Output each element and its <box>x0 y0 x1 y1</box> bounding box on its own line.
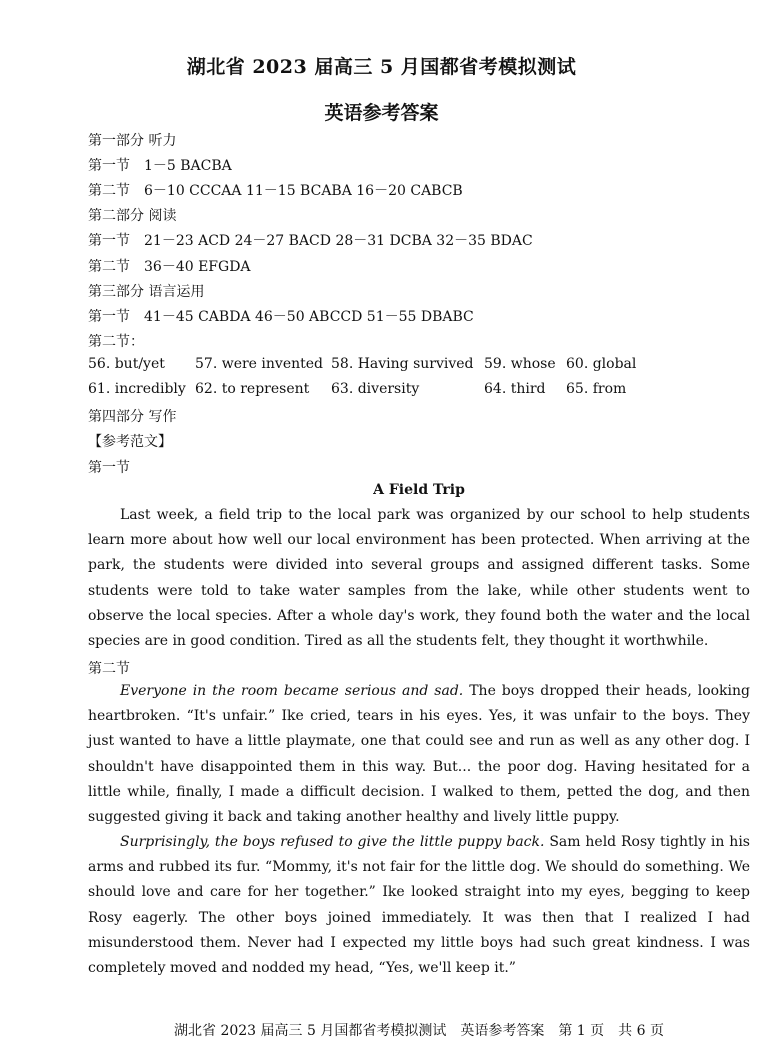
answer-key: 6－10 CCCAA 11－15 BCABA 16－20 CABCB <box>144 183 463 199</box>
fill-answer: 56. but/yet <box>88 356 165 372</box>
part2-heading: 第二部分 阅读 <box>88 208 177 224</box>
given-opening-sentence: Surprisingly, the boys refused to give the little puppy back. <box>120 834 545 850</box>
continuation-text: Sam held Rosy tightly in his arms and rubbed its fur. “Mommy, it's not fair for the little dog. We should do something. We should love and care for her together.” Ike looked straight into my eyes, begging to keep Rosy eagerly. The other boys joined immediately. It was then that I realized I had misunderstood them. Never had I expected my little boys had such great kindness. I was completely moved and nodded my head, “Yes, we'll keep it.” <box>88 834 750 977</box>
page-footer: 湖北省 2023 届高三 5 月国都省考模拟测试 英语参考答案 第 1 页 共 6 页 <box>174 1023 664 1039</box>
essay1-paragraph: Last week, a field trip to the local park was organized by our school to help students learn more about how well our local environment has been protected. When arriving at the park, the students were divided into several groups and assigned different tasks. Some students were told to take water samples from the lake, while other students went to observe the local species. After a whole day's work, they found both the water and the local species are in good condition. Tired as all the students felt, they thought it worthwhile. <box>88 507 750 650</box>
section-label: 第一节 <box>88 309 130 325</box>
fill-answer: 61. incredibly <box>88 381 186 397</box>
section-label: 第二节 <box>88 183 130 199</box>
given-opening-sentence: Everyone in the room became serious and sad. <box>120 683 464 699</box>
answer-key: 36－40 EFGDA <box>144 259 251 275</box>
fill-answer: 59. whose <box>484 356 556 372</box>
essay-title: A Field Trip <box>373 482 465 498</box>
fill-answer: 63. diversity <box>331 381 420 397</box>
answer-key: 21－23 ACD 24－27 BACD 28－31 DCBA 32－35 BDAC <box>144 233 533 249</box>
essay2-paragraph1 <box>88 679 750 830</box>
section-label: 第一节 <box>88 233 130 249</box>
part1-section1 <box>88 155 232 175</box>
fill-answer: 64. third <box>484 381 546 397</box>
part1-section2 <box>88 180 463 200</box>
answer-key: 41－45 CABDA 46－50 ABCCD 51－55 DBABC <box>144 309 474 325</box>
section-label: 第一节 <box>88 158 130 174</box>
part2-section1 <box>88 230 533 250</box>
part2-section2 <box>88 256 251 276</box>
writing-section2-label: 第二节 <box>88 661 130 677</box>
section-label: 第二节 <box>88 259 130 275</box>
part3-section1 <box>88 306 474 326</box>
part3-heading: 第三部分 语言运用 <box>88 284 205 300</box>
continuation-text: The boys dropped their heads, looking heartbroken. “It's unfair.” Ike cried, tears in his eyes. Yes, it was unfair to the boys. They just wanted to have a little playmate, one that could see and run as well as any other dog. I shouldn't have disappointed them in this way. But... the poor dog. Having hesitated for a little while, finally, I made a difficult decision. I walked to them, petted the dog, and then suggested giving it back and taking another healthy and lively little puppy. <box>88 683 750 826</box>
answer-key: 1－5 BACBA <box>144 158 232 174</box>
fill-answer: 60. global <box>566 356 637 372</box>
fill-answer: 65. from <box>566 381 627 397</box>
writing-section1-label: 第一节 <box>88 460 130 476</box>
page-title: 湖北省 2023 届高三 5 月国都省考模拟测试 <box>186 56 577 78</box>
page-subtitle: 英语参考答案 <box>324 102 439 124</box>
fill-answer: 58. Having survived <box>331 356 474 372</box>
fill-answer: 57. were invented <box>195 356 323 372</box>
part4-heading: 第四部分 写作 <box>88 409 177 425</box>
fill-answer: 62. to represent <box>195 381 310 397</box>
sample-essay-label: 【参考范文】 <box>88 434 172 450</box>
part1-heading: 第一部分 听力 <box>88 133 177 149</box>
essay2-paragraph2 <box>88 830 750 981</box>
part3-section2-label: 第二节： <box>88 334 144 350</box>
